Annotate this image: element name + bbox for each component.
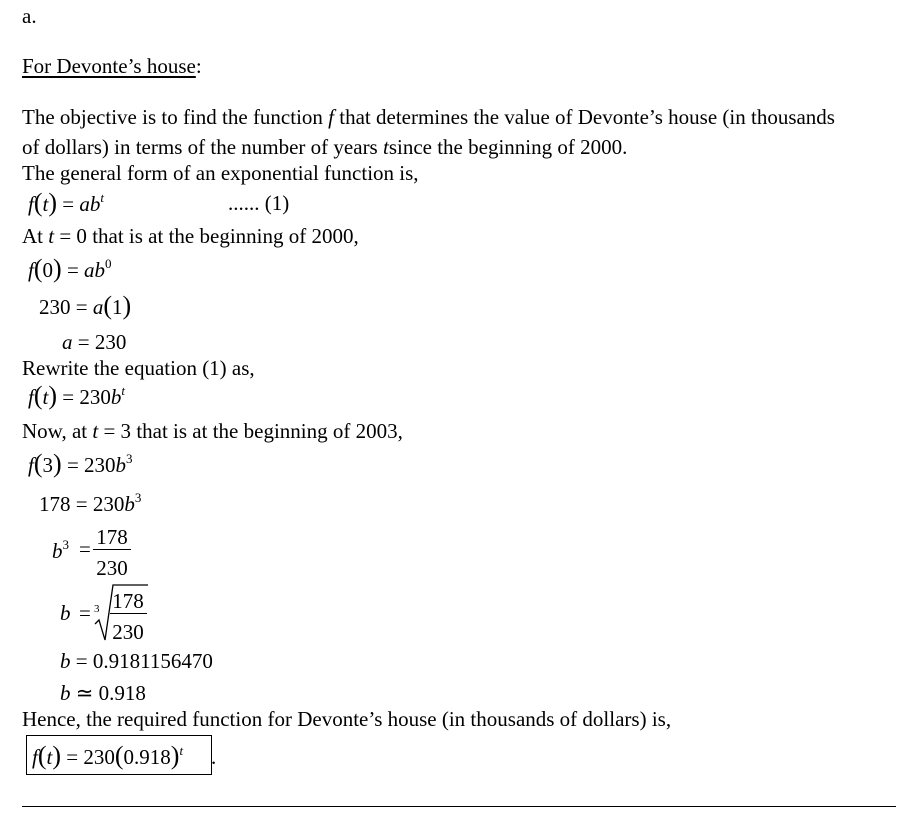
eq1-lparen: ( <box>33 188 43 217</box>
final-lparen: ( <box>37 741 47 770</box>
cbrt-fraction-bar <box>110 613 147 614</box>
intro-text-2a: of dollars) in terms of the number of years <box>22 135 378 159</box>
eq1-rparen: ) <box>48 188 58 217</box>
eq230-lhs: 230 = <box>39 295 93 319</box>
final-t: t <box>46 745 53 769</box>
now-t3-pre: Now, at <box>22 419 88 443</box>
intro-text-2b: since the beginning of 2000. <box>388 135 628 159</box>
a-var: a <box>62 330 73 354</box>
f0-ab: ab <box>84 258 106 282</box>
intro-var-t: t <box>382 135 389 159</box>
final-lparen-2: ( <box>114 741 124 770</box>
at-t0-var: t <box>48 224 55 248</box>
b3-lhs <box>52 538 69 562</box>
eq1-ab: ab <box>79 192 101 216</box>
intro-line-2 <box>22 137 627 158</box>
b-value <box>60 651 213 672</box>
b-approx <box>60 683 146 704</box>
f0-f: f <box>28 258 34 282</box>
b-value-var: b <box>60 649 71 673</box>
b3-equals: = <box>79 537 91 561</box>
rw-t: t <box>42 385 49 409</box>
eq178-exponent: 3 <box>134 490 142 505</box>
final-period: . <box>211 745 217 769</box>
f3-rparen: ) <box>53 449 62 478</box>
eq230-one: 1 <box>112 295 123 319</box>
intro-text-1a: The objective is to find the function <box>22 105 323 129</box>
final-equals: = 230 <box>61 745 115 769</box>
intro-var-f: f <box>328 105 335 129</box>
eq-178 <box>39 491 141 515</box>
f0-lparen: ( <box>33 254 43 283</box>
eq1-f: f <box>28 192 34 216</box>
f0-arg: 0 <box>42 258 54 282</box>
f3-arg: 3 <box>42 453 54 477</box>
f0-exponent: 0 <box>105 256 112 271</box>
section-heading-colon: : <box>195 54 202 78</box>
eq1-exponent: t <box>100 190 104 205</box>
part-label: a. <box>22 4 37 28</box>
at-t0-mid: = 0 <box>54 224 87 248</box>
final-base: 0.918 <box>123 745 171 769</box>
b3-denominator: 230 <box>96 556 128 580</box>
rw-rparen: ) <box>48 381 58 410</box>
f3-lparen: ( <box>33 449 43 478</box>
a-equals-230 <box>62 332 126 353</box>
b3-b: b <box>52 539 63 563</box>
f3-f: f <box>28 453 34 477</box>
now-t3-post: that is at the beginning of 2003, <box>136 419 403 443</box>
final-rparen-2: ) <box>170 741 180 770</box>
f0-equals: = <box>61 258 85 282</box>
rw-lparen: ( <box>33 381 43 410</box>
f0-equation <box>28 256 112 282</box>
cbrt-b: b <box>60 601 71 625</box>
bottom-divider <box>22 806 896 807</box>
rw-b: b <box>110 385 122 409</box>
cbrt-numerator: 178 <box>112 589 144 613</box>
eq1-equals: = <box>57 192 80 216</box>
f0-rparen: ) <box>53 254 62 283</box>
final-f: f <box>32 745 38 769</box>
eq230-lparen: ( <box>103 291 113 320</box>
now-t3-line <box>22 421 403 442</box>
at-t0-pre: At <box>22 224 43 248</box>
eq230-a: a <box>92 295 104 319</box>
f3-equation <box>28 451 133 477</box>
section-heading-text: For Devonte’s house <box>22 54 196 78</box>
rewrite-text: Rewrite the equation (1) as, <box>22 356 255 380</box>
intro-line-1 <box>22 107 835 128</box>
cbrt-lhs <box>60 603 71 624</box>
now-t3-mid: = 3 <box>98 419 132 443</box>
eq230-rparen: ) <box>122 291 132 320</box>
b3-fraction-bar <box>93 549 131 550</box>
final-answer <box>32 743 183 769</box>
eq-230-a1 <box>39 293 131 319</box>
b3-numerator: 178 <box>96 525 128 549</box>
eq178-lhs: 178 = 230 <box>39 492 125 516</box>
a-value: = 230 <box>72 330 127 354</box>
at-t0-post: that is at the beginning of 2000, <box>92 224 359 248</box>
b-approx-number: ≃ 0.918 <box>70 681 146 705</box>
eq1-t: t <box>42 192 49 216</box>
f3-b: b <box>115 453 127 477</box>
cbrt-denominator: 230 <box>112 620 144 644</box>
rw-exponent: t <box>121 383 125 398</box>
final-exponent: t <box>179 743 184 758</box>
now-t3-var: t <box>92 419 99 443</box>
at-t0-line <box>22 226 359 247</box>
f3-equals: = 230 <box>61 453 116 477</box>
rw-equals: = 230 <box>57 385 111 409</box>
equation-1-label: ...... (1) <box>228 191 290 215</box>
rw-f: f <box>28 385 34 409</box>
hence-text: Hence, the required function for Devonte’s house (in thousands of dollars) is, <box>22 707 672 731</box>
cbrt-index: 3 <box>94 603 100 615</box>
b-approx-var: b <box>60 681 71 705</box>
f3-exponent: 3 <box>126 451 133 466</box>
rewrite-equation <box>28 383 125 409</box>
eq178-b: b <box>124 492 135 516</box>
equation-1 <box>28 190 104 216</box>
cbrt-equals: = <box>79 601 91 625</box>
intro-text-1b: that determines the value of Devonte’s house (in thousands <box>339 105 835 129</box>
section-heading <box>22 56 202 77</box>
final-rparen: ) <box>52 741 62 770</box>
general-form-text: The general form of an exponential function is, <box>22 161 419 185</box>
b3-exponent: 3 <box>62 537 69 552</box>
b-value-number: = 0.9181156470 <box>70 649 213 673</box>
